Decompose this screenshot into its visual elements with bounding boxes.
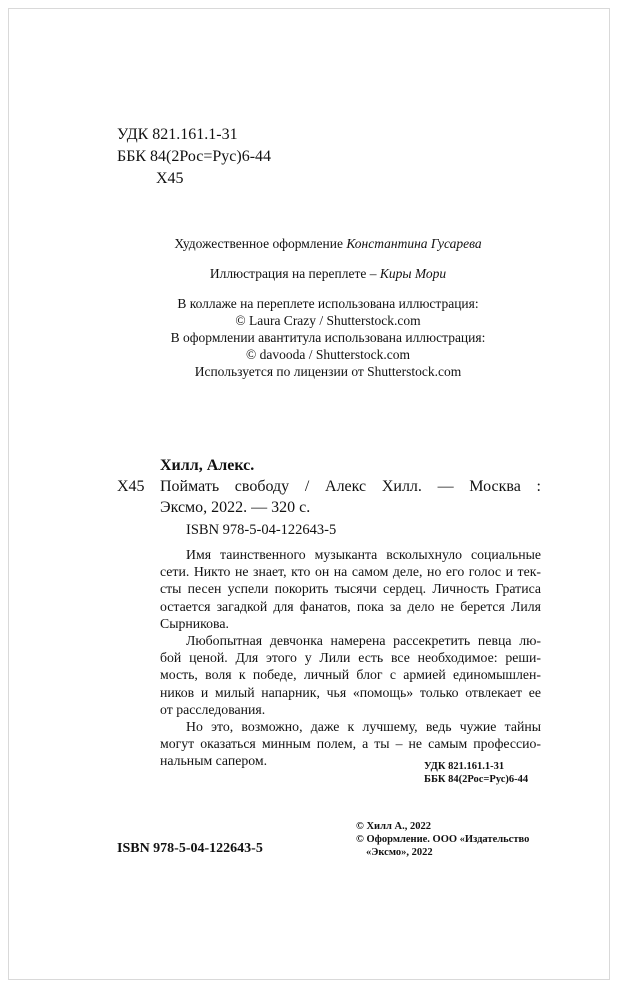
annotation-line: Любопытная девчонка намерена рассекретить певца лю-: [186, 633, 541, 649]
annotation-bbk: ББК 84(2Рос=Рус)6-44: [424, 774, 529, 785]
avantitul-credit: © davooda / Shutterstock.com: [246, 347, 410, 362]
collage-line: В коллаже на переплете использована иллюстрация:: [177, 296, 479, 311]
entry-title-line2: Эксмо, 2022. — 320 с.: [160, 499, 311, 516]
bbk-code: ББК 84(2Рос=Рус)6-44: [117, 148, 272, 165]
annotation-line: Но это, возможно, даже к лучшему, ведь чужие тайны: [186, 719, 541, 735]
annotation-line: остается загадкой для фанатов, пока за дело не берется Лиля: [160, 598, 541, 614]
license-line: Используется по лицензии от Shutterstock.com: [194, 364, 462, 379]
annotation-line: ников и милый напарник, чья «помощь» только отвлекает ее: [160, 684, 541, 700]
copyright-design-2: «Эксмо», 2022: [366, 847, 433, 858]
annotation-line: мость, воля к победе, личный блог с армией единомышлен-: [160, 667, 541, 683]
annotation-line: сети. Никто не знает, кто он на самом деле, но его голос и тек-: [160, 564, 541, 580]
design-credit: Художественное оформление Константина Гусарева: [174, 236, 482, 251]
collage-credit: © Laura Crazy / Shutterstock.com: [235, 313, 421, 328]
annotation-line: могут оказаться минным полем, а ты – не самым профессио-: [160, 736, 541, 752]
author-mark: Х45: [156, 170, 184, 187]
annotation-line: Сырникова.: [160, 615, 229, 631]
annotation-line: Имя таинственного музыканта всколыхнуло социальные: [186, 547, 541, 562]
footer-isbn: ISBN 978-5-04-122643-5: [117, 841, 263, 856]
annotation-line: сты песен успели покорить тысячи сердец. Личность Гратиса: [160, 581, 541, 597]
udk-code: УДК 821.161.1-31: [117, 126, 238, 143]
cover-illustration-credit: Иллюстрация на переплете – Киры Мори: [209, 266, 447, 281]
entry-title-line1: Поймать свободу / Алекс Хилл. — Москва :: [160, 478, 541, 495]
entry-author-mark: Х45: [117, 478, 145, 495]
annotation-line: нальным сапером.: [160, 753, 268, 769]
annotation-line: бой ценой. Для этого у Лили есть все необходимое: реши-: [160, 650, 541, 666]
annotation: [160, 546, 541, 770]
copyright-author: © Хилл А., 2022: [356, 821, 431, 832]
credits-block: [100, 235, 556, 380]
entry-author: Хилл, Алекс.: [160, 457, 255, 474]
annotation-udk: УДК 821.161.1-31: [424, 761, 505, 772]
entry-isbn: ISBN 978-5-04-122643-5: [186, 522, 337, 538]
copyright-design-1: © Оформление. ООО «Издательство: [356, 834, 530, 845]
annotation-line: от расследования.: [160, 701, 266, 717]
avantitul-line: В оформлении авантитула использована иллюстрация:: [170, 330, 486, 345]
